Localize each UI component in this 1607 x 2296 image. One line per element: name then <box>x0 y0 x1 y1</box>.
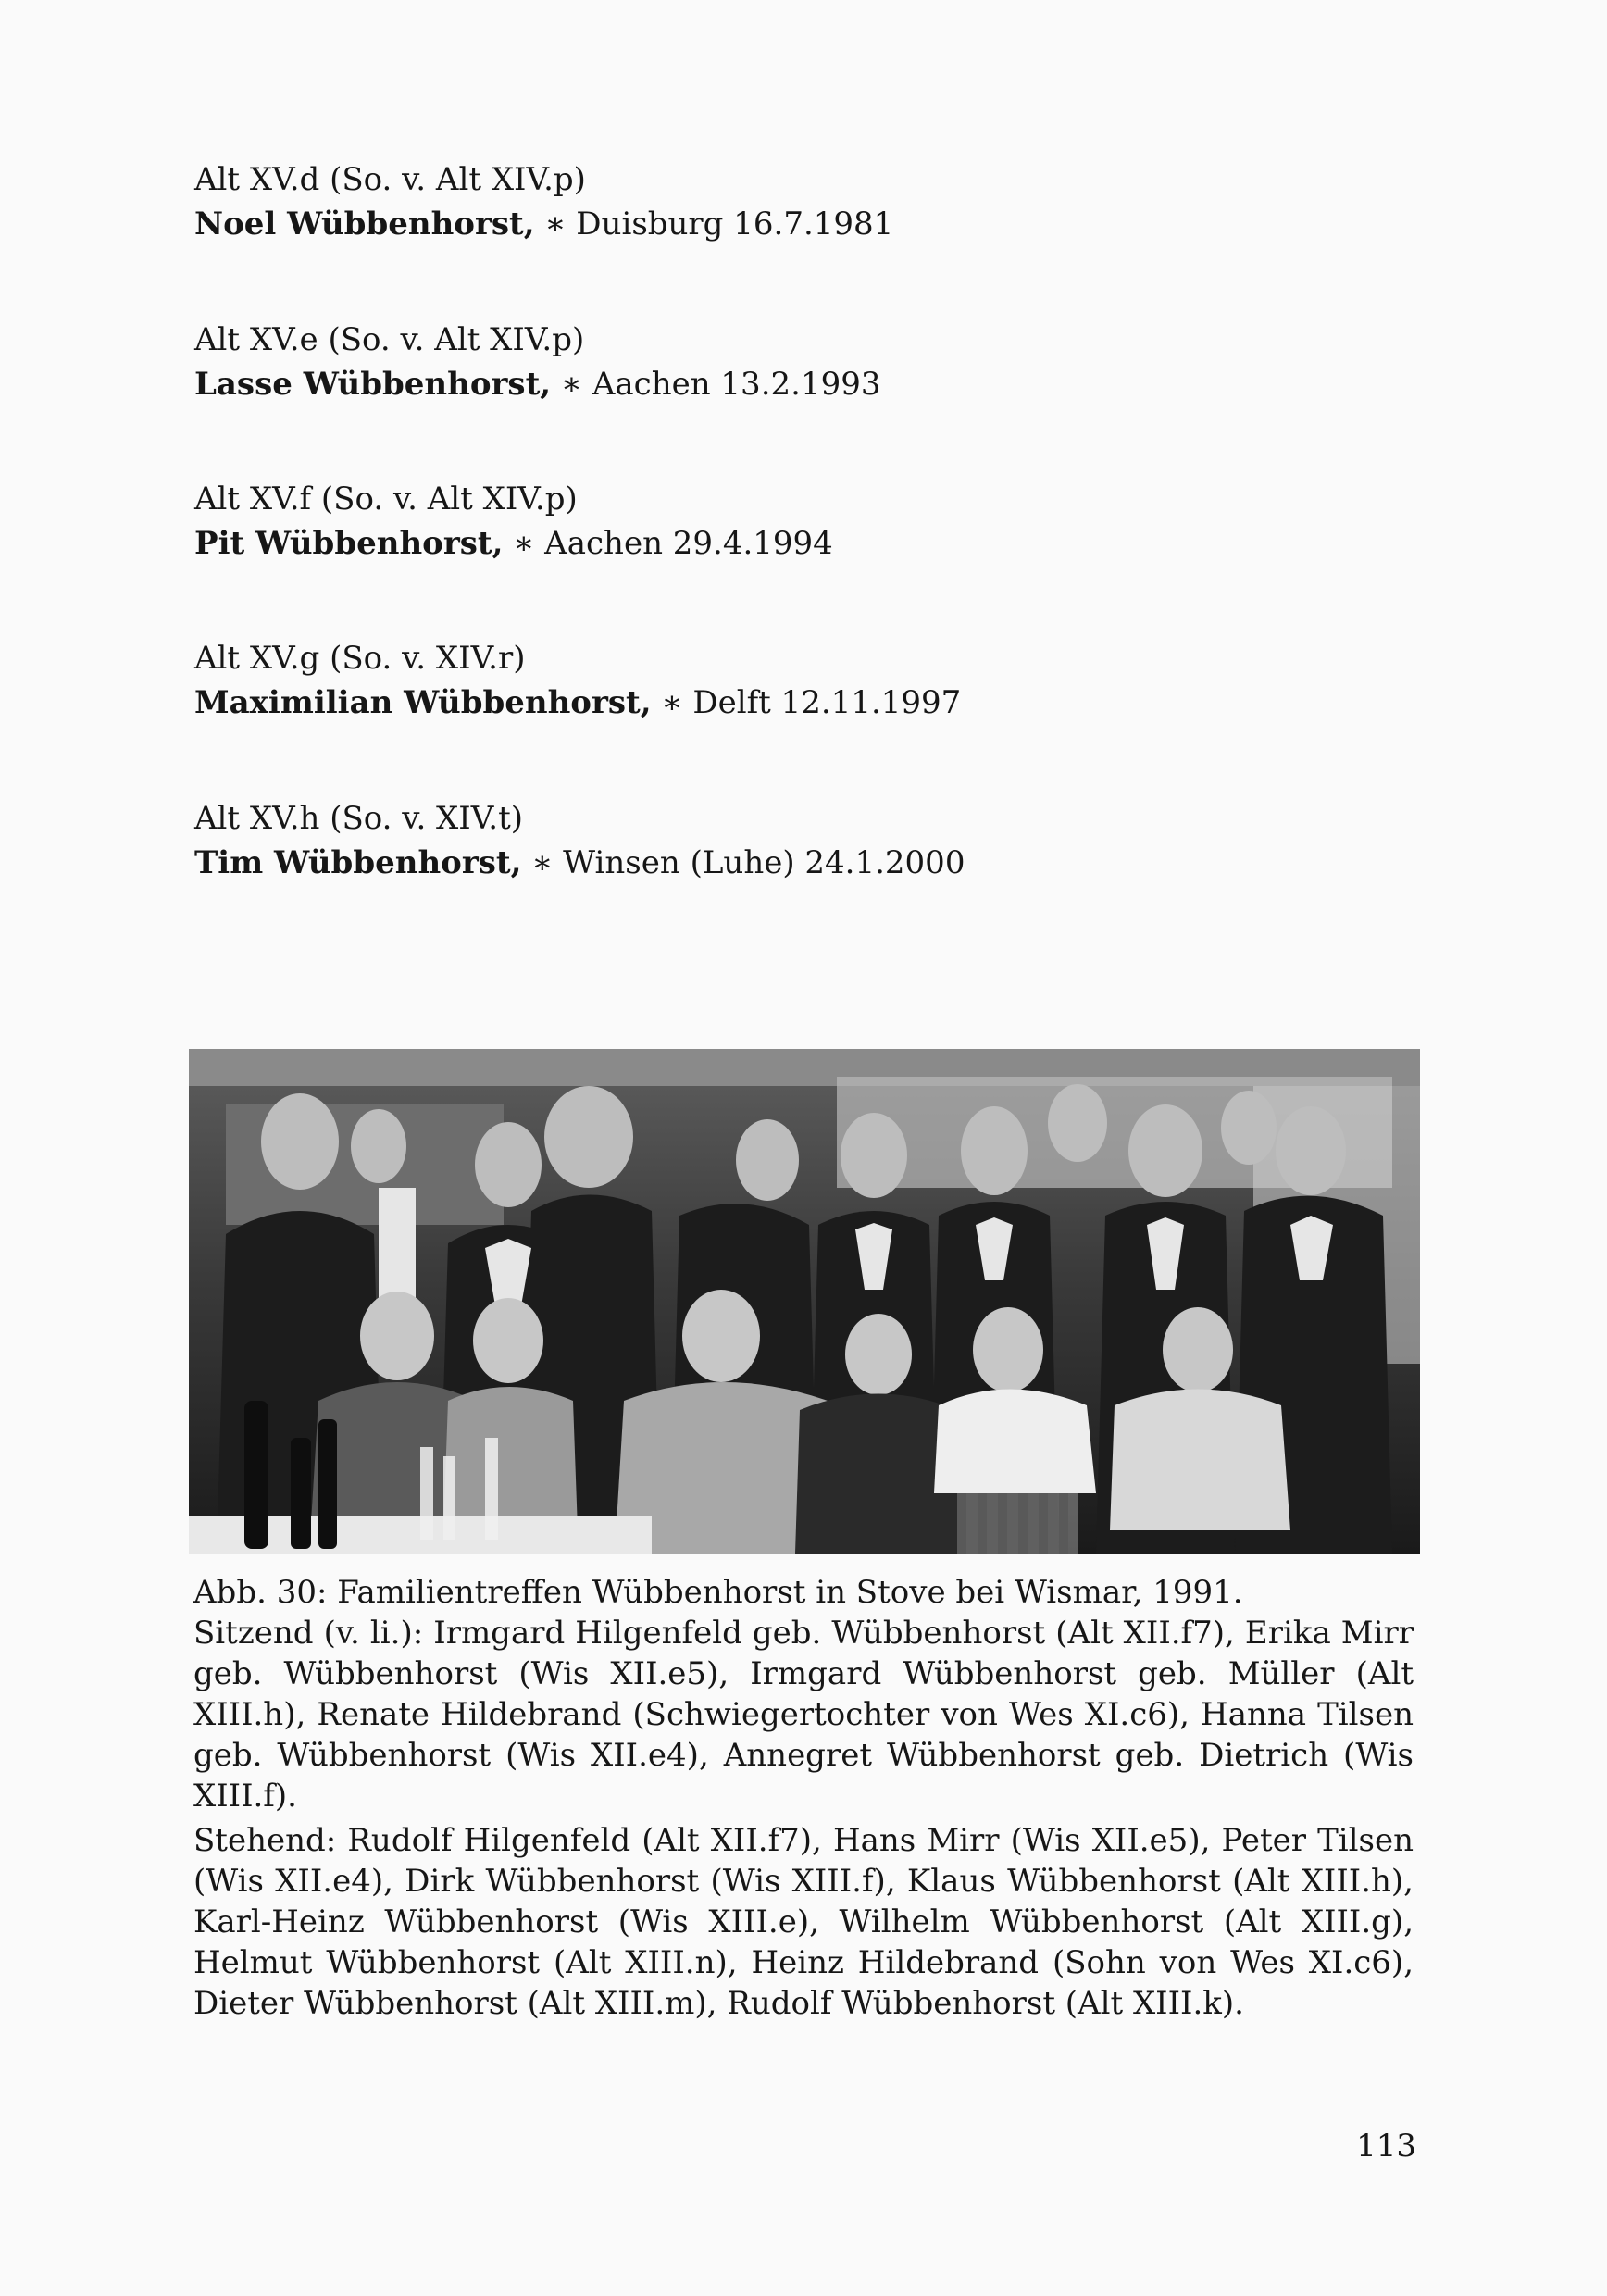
genealogy-entry <box>194 796 1398 885</box>
entry-name: Noel Wübbenhorst, <box>194 206 535 243</box>
caption-seated: Sitzend (v. li.): Irmgard Hilgenfeld geb. Wübbenhorst (Alt XII.f7), Erika Mirr geb. Wübbenhorst (Wis XII.e5), Irmgard Wübbenhorst geb. Müller (Alt XIII.h), Renate Hildebrand (Schwiegertochter von Wes XI.c6), Hanna Tilsen geb. Wübbenhorst (Wis XII.e4), Annegret Wübbenhorst geb. Dietrich (Wis XIII.f). <box>193 1615 1414 1815</box>
entry-reference: Alt XV.h (So. v. XIV.t) <box>194 800 524 837</box>
entry-birth: ∗ Delft 12.11.1997 <box>661 684 962 721</box>
entry-name: Lasse Wübbenhorst, <box>194 366 552 403</box>
entry-reference: Alt XV.d (So. v. Alt XIV.p) <box>194 161 586 198</box>
caption-standing-paragraph <box>193 1820 1414 2024</box>
entry-name: Tim Wübbenhorst, <box>194 844 522 881</box>
entry-birth: ∗ Winsen (Luhe) 24.1.2000 <box>531 844 965 881</box>
entry-name: Maximilian Wübbenhorst, <box>194 684 652 721</box>
family-reunion-photo <box>189 1049 1420 1554</box>
entry-name: Pit Wübbenhorst, <box>194 525 504 562</box>
genealogy-entry <box>194 477 1398 566</box>
entry-reference: Alt XV.f (So. v. Alt XIV.p) <box>194 480 578 518</box>
entry-birth: ∗ Aachen 13.2.1993 <box>560 366 881 403</box>
genealogy-entry <box>194 636 1398 725</box>
genealogy-entry <box>194 318 1398 406</box>
caption-title: Abb. 30: Familientreffen Wübbenhorst in Stove bei Wismar, 1991. <box>193 1574 1243 1611</box>
photo-caption <box>193 1572 1414 1816</box>
caption-standing: Stehend: Rudolf Hilgenfeld (Alt XII.f7), Hans Mirr (Wis XII.e5), Peter Tilsen (Wis XII.e4), Dirk Wübbenhorst (Wis XIII.f), Klaus Wübbenhorst (Alt XIII.h), Karl-Heinz Wübbenhorst (Wis XIII.e), Wilhelm Wübbenhorst (Alt XIII.g), Helmut Wübbenhorst (Alt XIII.n), Heinz Hildebrand (Sohn von Wes XI.c6), Dieter Wübbenhorst (Alt XIII.m), Rudolf Wübbenhorst (Alt XIII.k). <box>193 1822 1414 2022</box>
entry-reference: Alt XV.e (So. v. Alt XIV.p) <box>194 321 585 358</box>
genealogy-entry <box>194 157 1398 246</box>
entry-birth: ∗ Aachen 29.4.1994 <box>513 525 833 562</box>
entry-reference: Alt XV.g (So. v. XIV.r) <box>194 640 526 677</box>
entry-birth: ∗ Duisburg 16.7.1981 <box>544 206 894 243</box>
page-number: 113 <box>1356 2128 1416 2165</box>
